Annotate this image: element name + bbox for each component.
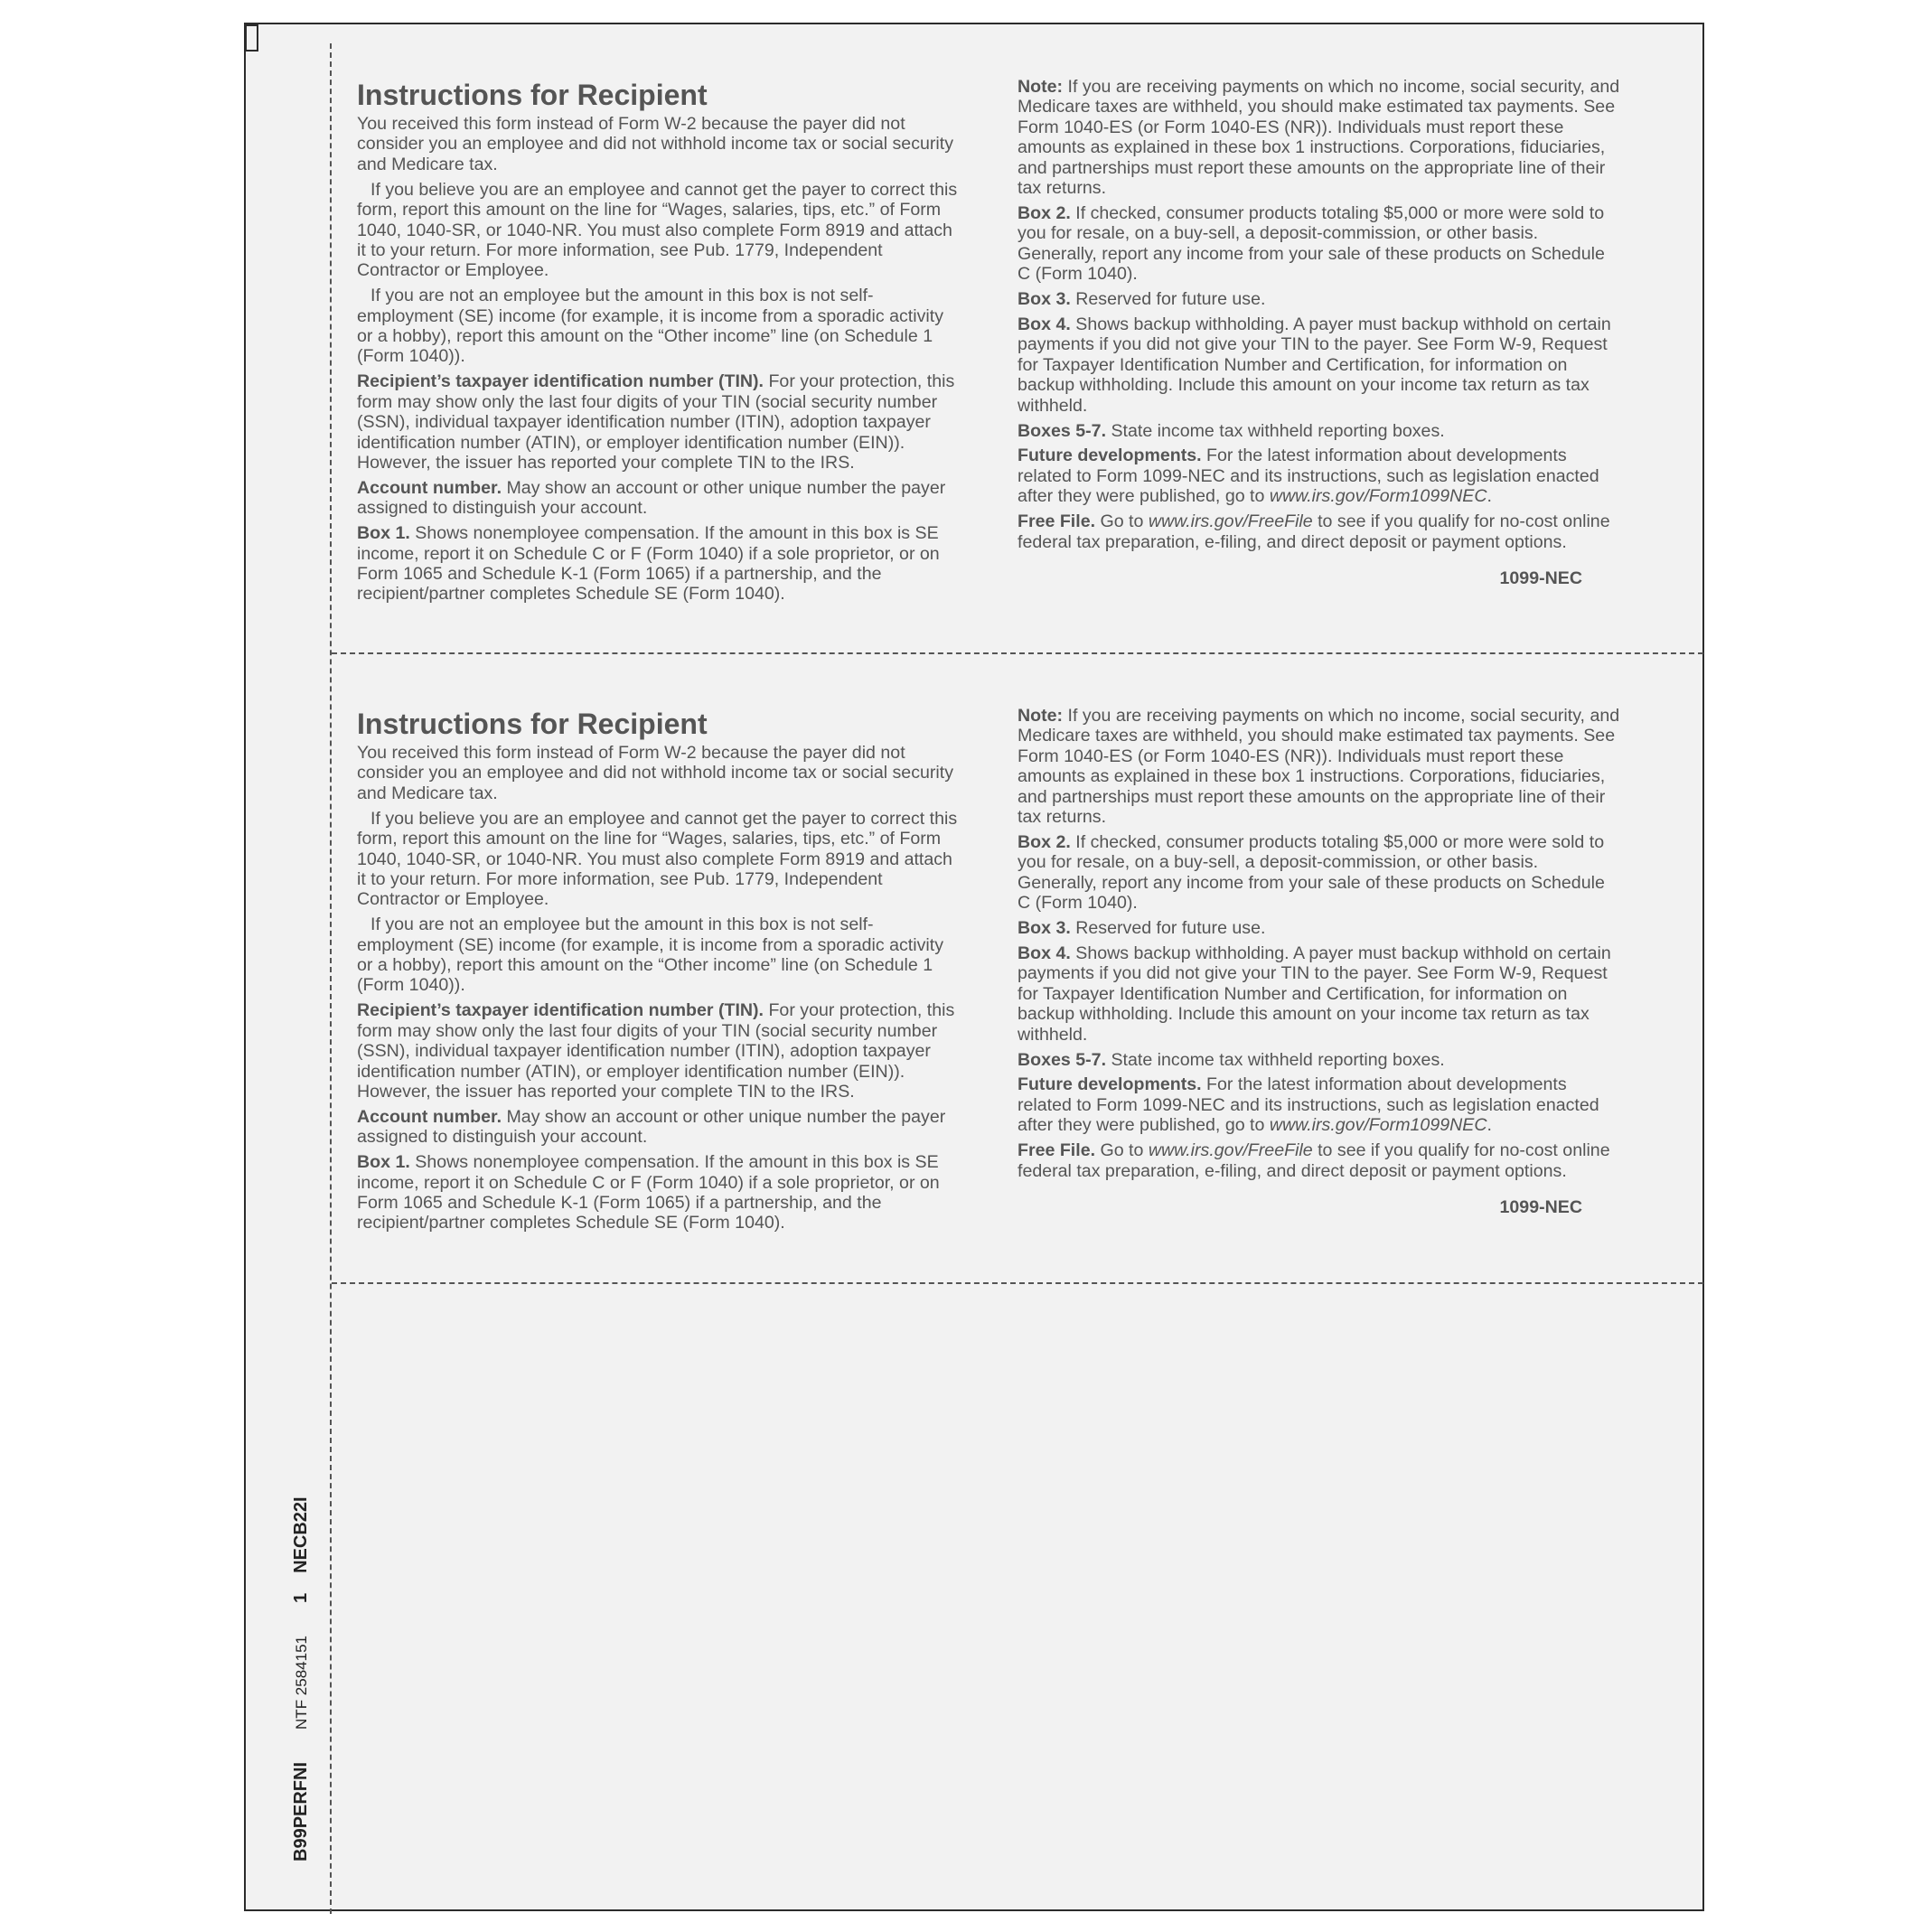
note-text: If you are receiving payments on which no income, social security, and Medicare taxes are withheld, you should make estimated tax payments. See Form 1040-ES (or Form 1040-ES (NR)). Individuals must report these amounts as explained in these box 1 instructions. Corporations, fiduciaries, and partnerships must report these amounts on the appropriate line of their tax returns.	[1018, 77, 1620, 199]
note-paragraph	[1018, 706, 1621, 827]
future-label: Future developments.	[1018, 445, 1202, 466]
box3-label: Box 3.	[1018, 289, 1071, 310]
box2-paragraph	[1018, 203, 1621, 285]
freefile-label: Free File.	[1018, 1140, 1096, 1161]
box4-label: Box 4.	[1018, 943, 1071, 963]
instructions-right-column	[1018, 77, 1621, 588]
box3-paragraph	[1018, 289, 1621, 309]
box1-label: Box 1.	[357, 523, 410, 544]
sheet-code: NECB22I	[291, 1496, 311, 1573]
instructions-right-column	[1018, 706, 1621, 1217]
note-label: Note:	[1018, 706, 1064, 726]
form-number: 1099-NEC	[1499, 567, 1582, 588]
boxes57-text: State income tax withheld reporting boxes.	[1106, 420, 1445, 441]
form-code: B99PERFNI	[291, 1761, 311, 1862]
future-text: For the latest information about developments related to Form 1099-NEC and its instructions, such as legislation enacted after they were published, go to	[1018, 1074, 1599, 1136]
form-number: 1099-NEC	[1499, 1196, 1582, 1217]
account-paragraph	[357, 478, 961, 519]
not-employee-paragraph: If you are not an employee but the amount in this box is not self-employment (SE) income (for example, it is income from a sporadic activity or a hobby), report this amount on the “Other income” line (on Schedule 1 (Form 1040)).	[357, 914, 943, 996]
horizontal-perforation-line	[332, 652, 1703, 654]
tin-label: Recipient’s taxpayer identification number (TIN).	[357, 1000, 764, 1021]
boxes57-paragraph	[1018, 421, 1621, 441]
freefile-text: to see if you qualify for no-cost online federal tax preparation, e-filing, and direct deposit or payment options.	[1018, 1140, 1610, 1181]
box2-paragraph	[1018, 832, 1621, 914]
box2-text: If checked, consumer products totaling $5,000 or more were sold to you for resale, on a buy-sell, a deposit-commission, or other basis. Generally, report any income from your sale of these products on Schedule C (Form 1040).	[1018, 202, 1605, 285]
instructions-title: Instructions for Recipient	[357, 708, 708, 740]
future-paragraph	[1018, 445, 1621, 506]
box1-text: Shows nonemployee compensation. If the amount in this box is SE income, report it on Schedule C or F (Form 1040) if a sole proprietor, or on Form 1065 and Schedule K-1 (Form 1065) if a partnership, and the recipient/partner completes Schedule SE (Form 1040).	[357, 1152, 940, 1233]
future-end: .	[1487, 1115, 1492, 1136]
instructions-title: Instructions for Recipient	[357, 79, 708, 111]
box1-paragraph	[357, 1152, 961, 1233]
account-text: May show an account or other unique number the payer assigned to distinguish your account.	[357, 1106, 946, 1148]
boxes57-text: State income tax withheld reporting boxes.	[1106, 1049, 1445, 1070]
future-end: .	[1487, 486, 1492, 507]
box2-text: If checked, consumer products totaling $5,000 or more were sold to you for resale, on a buy-sell, a deposit-commission, or other basis. Generally, report any income from your sale of these products on Schedule C (Form 1040).	[1018, 831, 1605, 914]
boxes57-label: Boxes 5-7.	[1018, 420, 1107, 441]
note-paragraph	[1018, 77, 1621, 198]
ntf-code: NTF 2584151	[293, 1636, 310, 1730]
box1-text: Shows nonemployee compensation. If the amount in this box is SE income, report it on Schedule C or F (Form 1040) if a sole proprietor, or on Form 1065 and Schedule K-1 (Form 1065) if a partnership, and the recipient/partner completes Schedule SE (Form 1040).	[357, 523, 940, 605]
freefile-link[interactable]: www.irs.gov/FreeFile	[1148, 511, 1313, 532]
box3-text: Reserved for future use.	[1070, 289, 1266, 310]
future-label: Future developments.	[1018, 1074, 1202, 1095]
box2-label: Box 2.	[1018, 202, 1071, 223]
account-label: Account number.	[357, 1106, 502, 1127]
freefile-label: Free File.	[1018, 511, 1096, 532]
box4-paragraph	[1018, 943, 1621, 1045]
boxes57-label: Boxes 5-7.	[1018, 1049, 1107, 1070]
intro-paragraph: You received this form instead of Form W-2 because the payer did not consider you an employee and did not withhold income tax or social security and Medicare tax.	[357, 743, 954, 803]
employee-paragraph: If you believe you are an employee and cannot get the payer to correct this form, report this amount on the line for “Wages, salaries, tips, etc.” of Form 1040, 1040-SR, or 1040-NR. You must also complete Form 8919 and attach it to your return. For more information, see Pub. 1779, Independent Contractor or Employee.	[357, 179, 958, 281]
not-employee-paragraph: If you are not an employee but the amount in this box is not self-employment (SE) income (for example, it is income from a sporadic activity or a hobby), report this amount on the “Other income” line (on Schedule 1 (Form 1040)).	[357, 286, 943, 367]
box3-label: Box 3.	[1018, 918, 1071, 939]
tin-text: For your protection, this form may show only the last four digits of your TIN (social security number (SSN), individual taxpayer identification number (ITIN), adoption taxpayer identification number (ATIN), or employer identification number (EIN)). However, the issuer has reported your complete TIN to the IRS.	[357, 371, 955, 473]
freefile-paragraph	[1018, 1140, 1621, 1181]
employee-paragraph: If you believe you are an employee and cannot get the payer to correct this form, report this amount on the line for “Wages, salaries, tips, etc.” of Form 1040, 1040-SR, or 1040-NR. You must also complete Form 8919 and attach it to your return. For more information, see Pub. 1779, Independent Contractor or Employee.	[357, 808, 958, 910]
box2-label: Box 2.	[1018, 831, 1071, 852]
future-text: For the latest information about developments related to Form 1099-NEC and its instructions, such as legislation enacted after they were published, go to	[1018, 445, 1599, 507]
note-text: If you are receiving payments on which no income, social security, and Medicare taxes are withheld, you should make estimated tax payments. See Form 1040-ES (or Form 1040-ES (NR)). Individuals must report these amounts as explained in these box 1 instructions. Corporations, fiduciaries, and partnerships must report these amounts on the appropriate line of their tax returns.	[1018, 706, 1620, 828]
horizontal-perforation-line	[332, 1282, 1703, 1284]
instructions-left-column	[357, 706, 961, 1238]
account-text: May show an account or other unique number the payer assigned to distinguish your account.	[357, 477, 946, 519]
future-paragraph	[1018, 1074, 1621, 1135]
future-link[interactable]: www.irs.gov/Form1099NEC	[1269, 486, 1487, 507]
note-label: Note:	[1018, 77, 1064, 97]
box3-text: Reserved for future use.	[1070, 918, 1266, 939]
box4-label: Box 4.	[1018, 314, 1071, 334]
account-paragraph	[357, 1107, 961, 1148]
box4-text: Shows backup withholding. A payer must backup withhold on certain payments if you did not give your TIN to the payer. See Form W-9, Request for Taxpayer Identification Number and Certification, for information on backup withholding. Include this amount on your income tax return as tax withheld.	[1018, 943, 1611, 1045]
box4-text: Shows backup withholding. A payer must backup withhold on certain payments if you did not give your TIN to the payer. See Form W-9, Request for Taxpayer Identification Number and Certification, for information on backup withholding. Include this amount on your income tax return as tax withheld.	[1018, 314, 1611, 416]
intro-paragraph: You received this form instead of Form W-2 because the payer did not consider you an employee and did not withhold income tax or social security and Medicare tax.	[357, 114, 954, 174]
freefile-paragraph	[1018, 511, 1621, 552]
copy-number: 1	[291, 1592, 311, 1604]
box1-paragraph	[357, 523, 961, 605]
tin-text: For your protection, this form may show only the last four digits of your TIN (social security number (SSN), individual taxpayer identification number (ITIN), adoption taxpayer identification number (ATIN), or employer identification number (EIN)). However, the issuer has reported your complete TIN to the IRS.	[357, 1000, 955, 1102]
account-label: Account number.	[357, 477, 502, 498]
box3-paragraph	[1018, 918, 1621, 938]
freefile-pre: Go to	[1095, 1140, 1149, 1161]
freefile-link[interactable]: www.irs.gov/FreeFile	[1148, 1140, 1313, 1161]
tin-paragraph	[357, 1000, 961, 1102]
box1-label: Box 1.	[357, 1152, 410, 1173]
alignment-mark	[245, 24, 258, 52]
freefile-pre: Go to	[1095, 511, 1149, 532]
freefile-text: to see if you qualify for no-cost online federal tax preparation, e-filing, and direct deposit or payment options.	[1018, 511, 1610, 552]
vertical-perforation-line	[330, 43, 332, 1914]
future-link[interactable]: www.irs.gov/Form1099NEC	[1269, 1115, 1487, 1136]
boxes57-paragraph	[1018, 1050, 1621, 1070]
side-codes	[291, 1496, 312, 1862]
tin-label: Recipient’s taxpayer identification number (TIN).	[357, 371, 764, 392]
tin-paragraph	[357, 371, 961, 473]
instructions-left-column	[357, 77, 961, 609]
box4-paragraph	[1018, 314, 1621, 416]
